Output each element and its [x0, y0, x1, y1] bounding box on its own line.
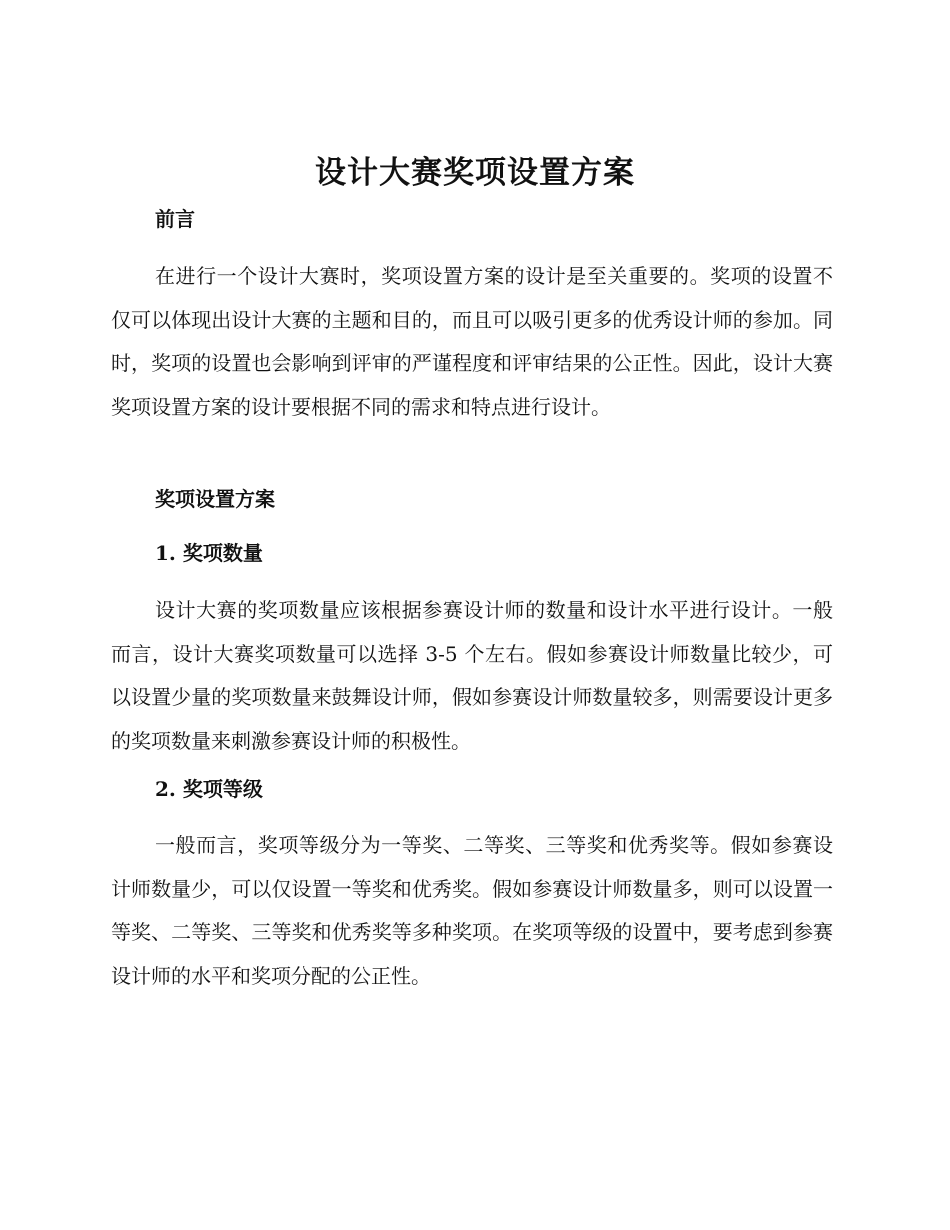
- document-title: 设计大赛奖项设置方案: [315, 155, 635, 191]
- paragraph-preface: 在进行一个设计大赛时，奖项设置方案的设计是至关重要的。奖项的设置不仅可以体现出设计大赛的主题和目的，而且可以吸引更多的优秀设计师的参加。同时，奖项的设置也会影响到评审的严谨程度和评审结果的公正性。因此，设计大赛奖项设置方案的设计要根据不同的需求和特点进行设计。: [111, 264, 833, 419]
- paragraph-award-count: 设计大赛的奖项数量应该根据参赛设计师的数量和设计水平进行设计。一般而言，设计大赛奖项数量可以选择 3-5 个左右。假如参赛设计师数量比较少，可以设置少量的奖项数量来鼓舞设计师，假如参赛设计师数量较多，则需要设计更多的奖项数量来刺激参赛设计师的积极性。: [111, 598, 833, 753]
- section-heading-award-plan: 奖项设置方案: [155, 487, 275, 511]
- paragraph-award-level: 一般而言，奖项等级分为一等奖、二等奖、三等奖和优秀奖等。假如参赛设计师数量少，可以仅设置一等奖和优秀奖。假如参赛设计师数量多，则可以设置一等奖、二等奖、三等奖和优秀奖等多种奖项。在奖项等级的设置中，要考虑到参赛设计师的水平和奖项分配的公正性。: [111, 833, 833, 988]
- subsection-heading-award-level: 2. 奖项等级: [155, 777, 263, 801]
- section-heading-preface: 前言: [155, 207, 195, 231]
- subsection-heading-award-count: 1. 奖项数量: [155, 541, 263, 565]
